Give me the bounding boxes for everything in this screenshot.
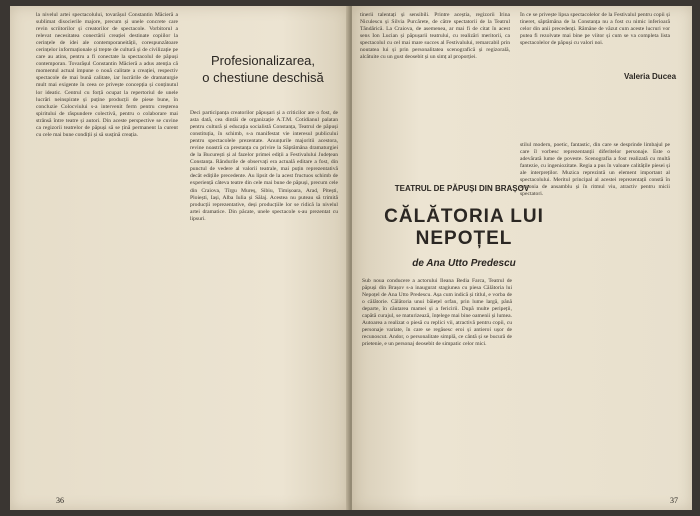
left-page — [10, 6, 350, 510]
page-number-left: 36 — [56, 496, 64, 505]
play-author: de Ana Utto Predescu — [412, 258, 516, 269]
play-title-line-2: NEPOȚEL — [415, 228, 513, 249]
right-column-3: Sub noua conducere a actorului Ileana Bedia Farca, Teatrul de păpuși din Brașov s-a inaugurat stagiunea cu piesa Călătoria lui Nepoțel de Ana Utto Predescu. Așa cum indică și titlul, e vorba de o călătorie. Călătoria unui băiețel orfan, prin lume largă, până departe, în căutarea mamei și a fericirii. După multe peripeții, capătă curajul, se maturizează, înțelege mai bine oamenii și lumea. Autoarea a realizat o piesă cu replici vii, atractivă pentru copii, cu personaje variate, în care se regăsesc eroi și antieroi ușor de recunoscut. Andor, o personalitate simplă, ce cântă și se bucură de prietenie, e un personaj deosebit de simpatic celor mici. — [362, 278, 512, 348]
author-signature: Valeria Ducea — [624, 72, 677, 81]
left-column-1: la nivelul artei spectacolului, tovarășul Constantin Măcieră a sublimat disocierile majore, precum și unele concrete care revin scriitorilor și creatorilor de spectacole. Vorbitorul a relevat necesitatea conectării creației destinate copiilor la cerințele de idei ale contemporaneității, corespunzătoare cerințelor informaționale și trepte de cultură și de civilizație pe care au atins, pentru a fi conectate la spectacolul de păpuși contemporan. Tovarășul Constantin Măcieră a adus atenția că momentul actual impune o nouă calitate a creației, respectiv spectacole de mai bună calitate, iar lucrările de dramaturgie mult mai exigente în ceea ce privește concepția și conținutul lor ideatic. Centrul cu forță ocupat la repertoriul de unele lucrări neinspirate și puține producții de piese bune, în concluzie Colocviului s-a intervenit ferm pentru creșterea spiritului de răspundere colectivă, pentru o colaborare mai strânsă între teatre și autori. Din aceste perspective se cuvine ca regizorii teatrelor de păpuși să se țină permanent la curent cu cele mai bune condiții și să susțină creația. — [36, 12, 178, 138]
article-title-line-1: Profesionalizarea, — [210, 53, 316, 68]
right-column-4: stilul modern, poetic, fantastic, din care se desprinde limbajul pe care îl vorbesc reprezentanții diferitelor personaje. Este o adevărată lume de poveste. Scenografia a fost realizată cu multă fantezie, cu ingeniozitate. Regia a pus în valoare calitățile piesei și ale interpreților. Muzica reprezintă un element important al spectacolului. Meritul principal al acestei reprezentații constă în armonia de ansamblu și în ritmul viu, atractiv pentru micii spectatori. — [520, 142, 670, 198]
right-column-2: În ce se privește lipsa spectacolelor de la Festivalul pentru copii și tineret, săptămâna de la Constanța nu a fost cu nimic inferioară celor din anii precedenți. Rămâne de văzut cum aceste lucruri vor putea fi rezolvate mai bine pe viitor și cum se va completa lista spectacolelor de păpuși cu valori noi. — [520, 12, 670, 47]
right-page — [352, 6, 692, 510]
left-column-2: Deci participanța creatorilor păpușari și a criticilor are o fost, de asta dată, cea dintâi de organizație A.T.M. Cotidianul palatan pentru cultură și educația socialistă Constanța, Teatrul de păpuși constituția, în schimb, s-a manifestat vie interesul publicului pentru spectacolele prezentate. Anunțurile majoritii acestora, revine noastră ca prestanța cu privire la Săptămâna dramaturgiei de la București și al fazelor primei ediții a Festivalului Județean Constanța. Rândurile de observați era actuală editare a fost, din punctul de vedere al valorii teatrale, mai puțin reprezentativă decât edițiile precedente. Au lipsit de la acest fructuos schimb de experiență câteva teatre din cele mai bune de păpuși, precum cele din Craiova, Tîrgu Mureș, Sibiu, Timișoara, Arad, Pitești, Ploiești, Iași, Alba Iulia și Sălaj. Acestea nu puteau să trimită producții reprezentative, deși producțiile lor se ridică la nivelul artei dramatice. Din păcate, unele spectacole s-au prezentat cu lipsuri. — [190, 110, 338, 222]
article-title — [188, 52, 338, 86]
page-number-right: 37 — [670, 496, 678, 505]
theatre-name-text: TEATRUL DE PĂPUȘI DIN BRAȘOV — [394, 184, 530, 193]
right-column-1: tinerii talentați și sensibili. Printre aceștia, regizorii Irina Niculescu și Silvia Purcărete, de către spectatorii de la Teatrul Tăndărică. La Craiova, de asemenea, ar mai fi de citat în acest sens Ion Lucian și păpușarii teatrului, cu realizări meritorii, ca spectacolul cu cel mai mare succes al Festivalului, remarcabil prin noutatea lui și prin personalitatea scenografică și regizorală, alcătuite cu un gust deosebit și un simț al proporției. — [360, 12, 510, 61]
play-title-line-1: CĂLĂTORIA LUI — [384, 206, 544, 227]
article-title-line-2: o chestiune deschisă — [202, 70, 324, 85]
